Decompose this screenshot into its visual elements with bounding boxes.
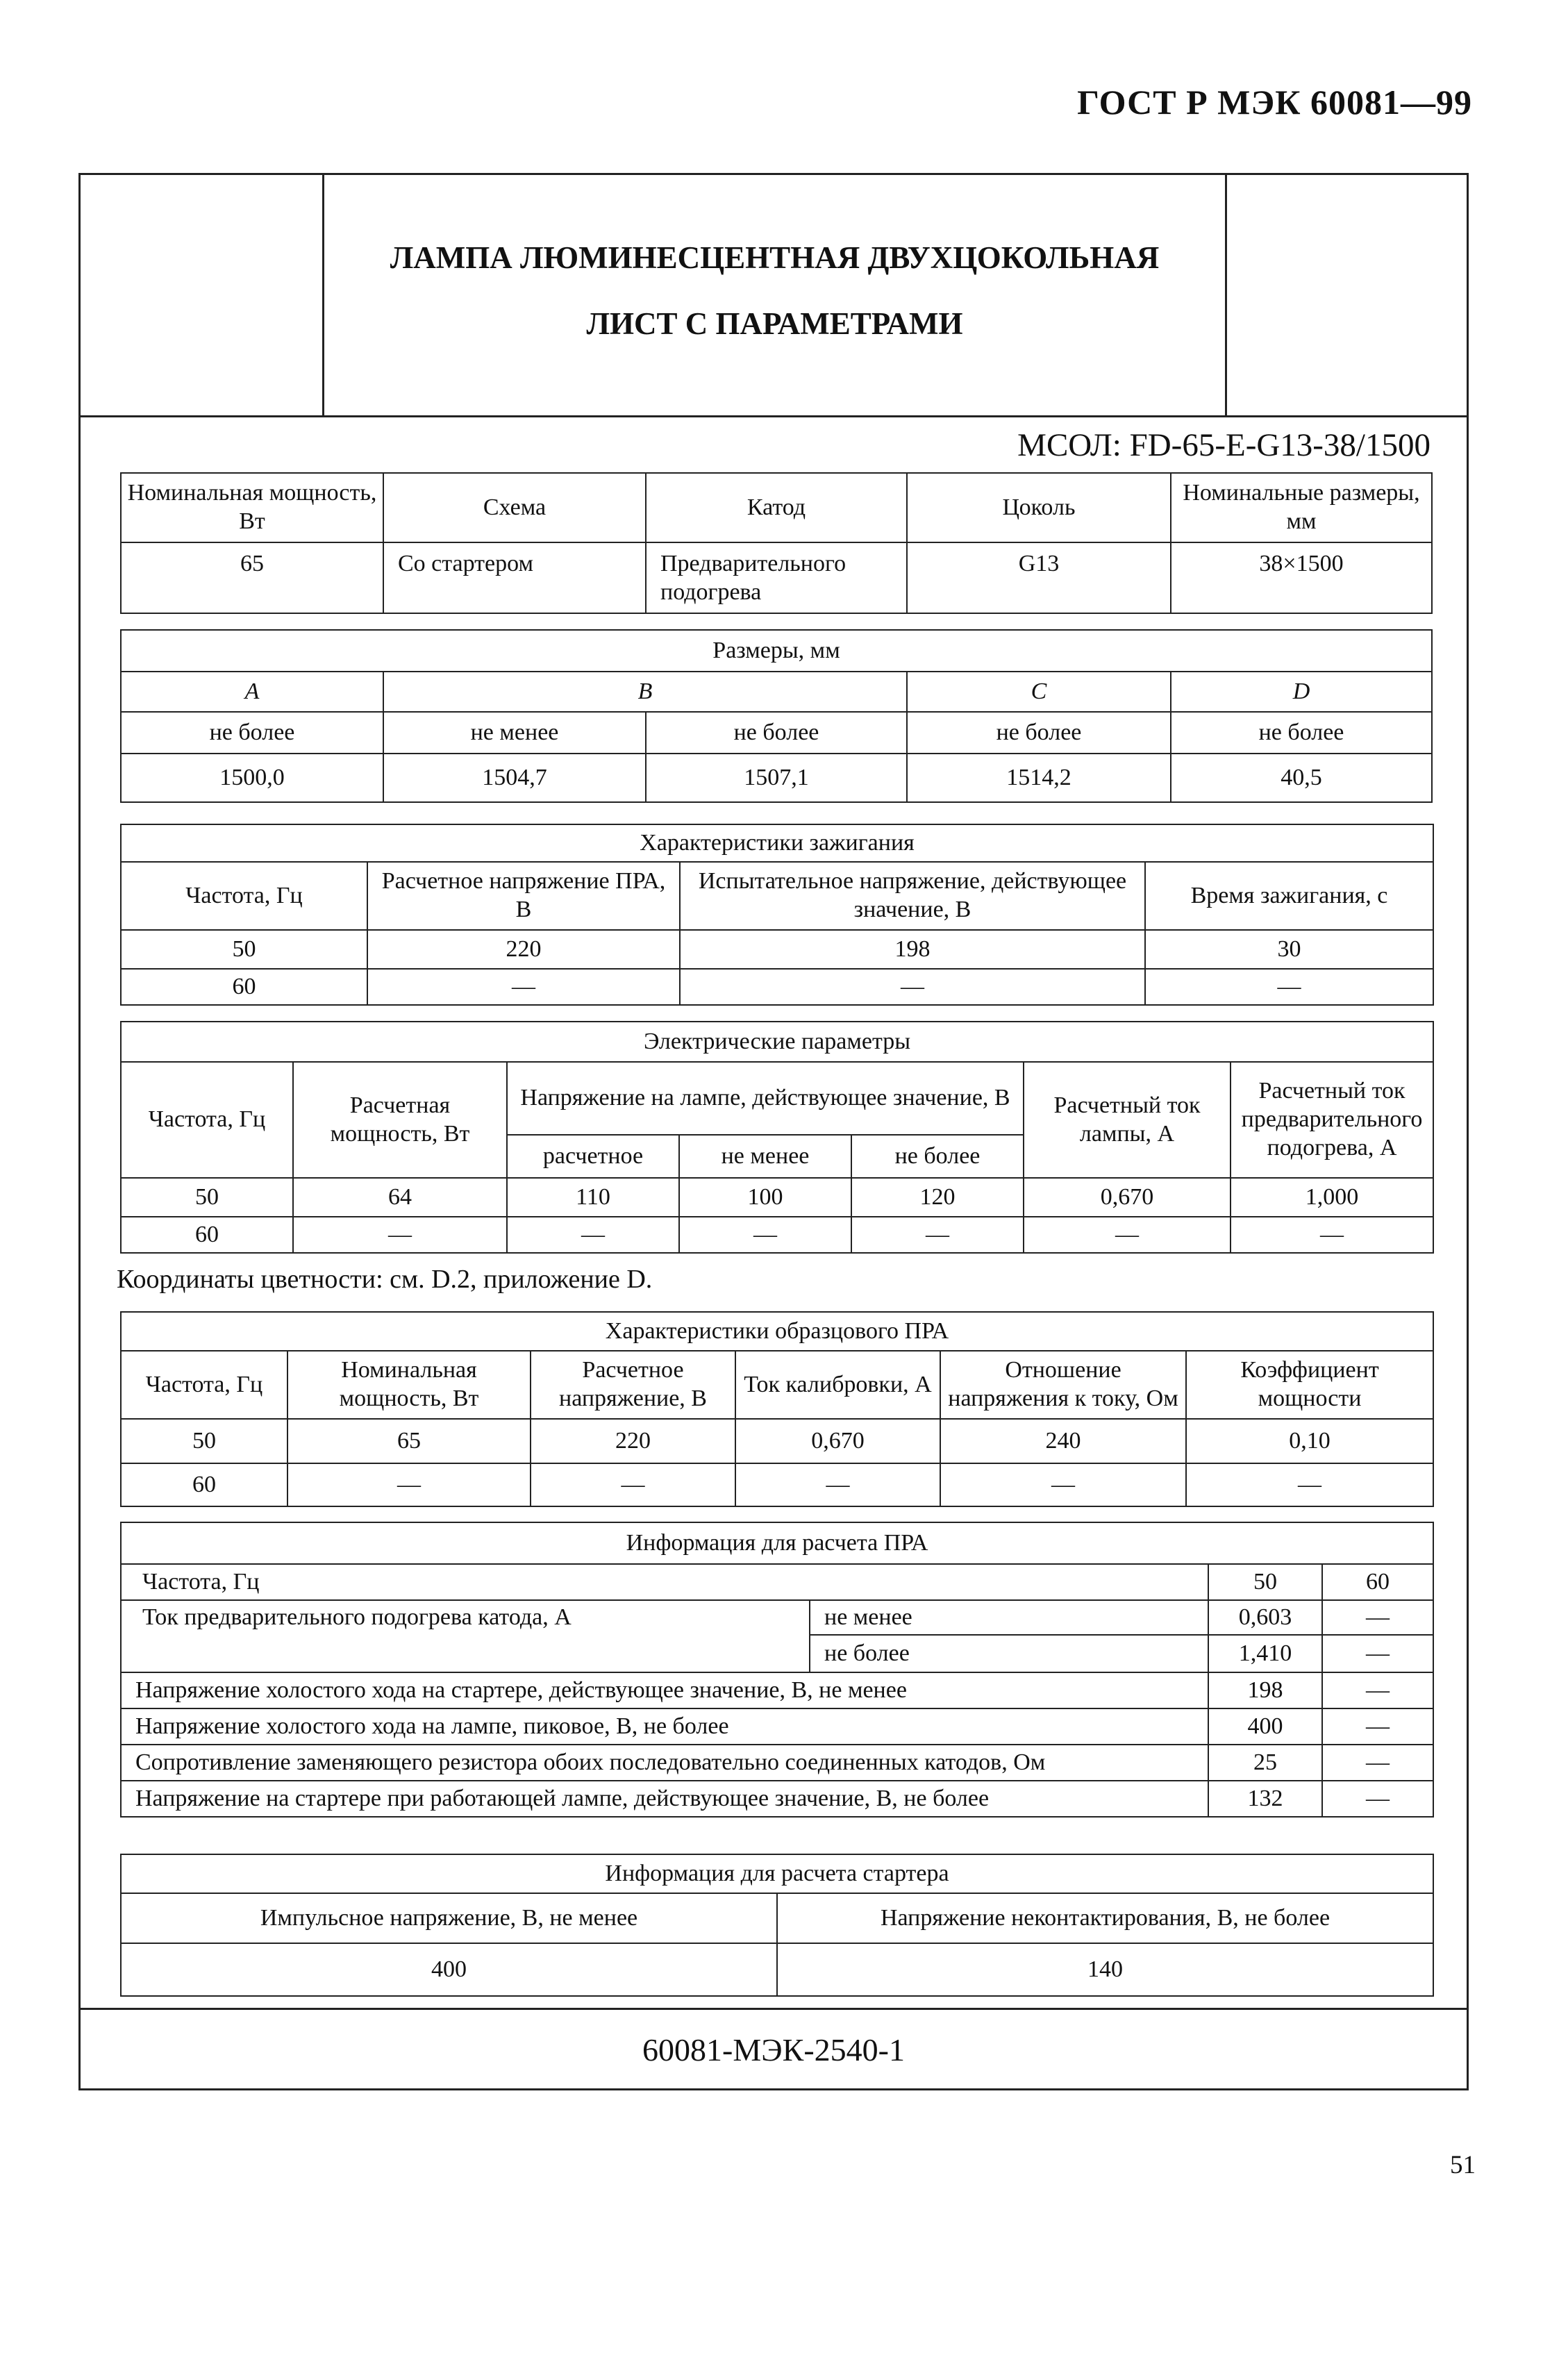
ballast-info-freq: 50	[1208, 1564, 1322, 1600]
general-header-power: Номинальная мощность, Вт	[121, 473, 383, 542]
ballast-info-preheat-max-label: не более	[810, 1635, 1208, 1672]
electrical-header-current: Расчетный ток лампы, А	[1024, 1062, 1231, 1178]
ballast-info-freq-label: Частота, Гц	[121, 1564, 1208, 1600]
ref-ballast-cell: 240	[940, 1419, 1186, 1463]
electrical-cell: 64	[293, 1178, 507, 1217]
general-cathode-value: Предварительного подогрева	[646, 542, 907, 613]
ignition-cell: —	[1145, 969, 1433, 1005]
ignition-table	[120, 824, 1434, 1006]
electrical-cell: —	[1024, 1217, 1231, 1253]
ref-ballast-cell: 60	[121, 1463, 287, 1506]
general-scheme-value: Со стартером	[383, 542, 646, 613]
ballast-info-preheat-label: Ток предварительного подогрева катода, А	[121, 1600, 810, 1672]
dimension-limit: не более	[121, 712, 383, 754]
general-header-cathode: Катод	[646, 473, 907, 542]
sheet-code: 60081-МЭК-2540-1	[642, 2032, 905, 2068]
ballast-info-row-label: Сопротивление заменяющего резистора обоих последовательно соединенных катодов, Ом	[121, 1745, 1208, 1781]
ignition-cell: 30	[1145, 930, 1433, 969]
ballast-info-table	[120, 1522, 1434, 1818]
ref-ballast-cell: 0,10	[1186, 1419, 1433, 1463]
ref-ballast-cell: —	[287, 1463, 531, 1506]
starter-info-header: Импульсное напряжение, В, не менее	[121, 1893, 777, 1943]
ref-ballast-cell: —	[531, 1463, 735, 1506]
dimension-limit: не более	[1171, 712, 1432, 754]
ignition-cell: 198	[680, 930, 1145, 969]
chromaticity-note: Координаты цветности: см. D.2, приложение D.	[117, 1265, 653, 1294]
starter-info-table	[120, 1854, 1434, 1997]
dimension-limit: не менее	[383, 712, 646, 754]
page-number: 51	[1450, 2151, 1476, 2179]
electrical-header-preheat: Расчетный ток предварительного подогрева, А	[1231, 1062, 1433, 1178]
dimension-letter-b: B	[383, 672, 907, 712]
electrical-header-freq: Частота, Гц	[121, 1062, 293, 1178]
ignition-cell: 60	[121, 969, 367, 1005]
ballast-info-preheat-min-label: не менее	[810, 1600, 1208, 1635]
general-header-scheme: Схема	[383, 473, 646, 542]
ignition-cell: 50	[121, 930, 367, 969]
electrical-header-voltage: Напряжение на лампе, действующее значение, В	[507, 1062, 1024, 1135]
ballast-info-freq: 60	[1322, 1564, 1433, 1600]
ignition-cell: —	[680, 969, 1145, 1005]
dimension-limit: не более	[646, 712, 907, 754]
dimension-value: 1500,0	[121, 754, 383, 802]
ref-ballast-header: Частота, Гц	[121, 1351, 287, 1419]
ref-ballast-header: Номинальная мощность, Вт	[287, 1351, 531, 1419]
ref-ballast-cell: 50	[121, 1419, 287, 1463]
ballast-info-row-label: Напряжение холостого хода на стартере, действующее значение, В, не менее	[121, 1672, 1208, 1708]
ref-ballast-table	[120, 1311, 1434, 1507]
dimension-value: 1514,2	[907, 754, 1171, 802]
ignition-cell: —	[367, 969, 680, 1005]
electrical-title: Электрические параметры	[121, 1022, 1433, 1062]
ignition-header-ballast-voltage: Расчетное напряжение ПРА, В	[367, 862, 680, 930]
ignition-header-freq: Частота, Гц	[121, 862, 367, 930]
electrical-cell: 50	[121, 1178, 293, 1217]
footer-divider	[78, 2008, 1469, 2010]
general-header-base: Цоколь	[907, 473, 1171, 542]
electrical-cell: —	[293, 1217, 507, 1253]
dimensions-title: Размеры, мм	[121, 630, 1432, 672]
electrical-cell: —	[679, 1217, 851, 1253]
dimensions-table	[120, 629, 1433, 803]
electrical-subheader: расчетное	[507, 1135, 679, 1178]
dimension-letter-d: D	[1171, 672, 1432, 712]
general-power-value: 65	[121, 542, 383, 613]
starter-info-value: 140	[777, 1943, 1433, 1996]
electrical-table	[120, 1021, 1434, 1254]
ballast-info-cell: 0,603	[1208, 1600, 1322, 1635]
starter-info-header: Напряжение неконтактирования, В, не более	[777, 1893, 1433, 1943]
general-header-size: Номинальные размеры, мм	[1171, 473, 1432, 542]
ballast-info-cell: —	[1322, 1635, 1433, 1672]
ballast-info-cell: 198	[1208, 1672, 1322, 1708]
sheet-subtitle: ЛИСТ С ПАРАМЕТРАМИ	[586, 306, 963, 341]
title-block-left-cell	[78, 173, 324, 417]
electrical-subheader: не менее	[679, 1135, 851, 1178]
dimension-letter-c: C	[907, 672, 1171, 712]
starter-info-value: 400	[121, 1943, 777, 1996]
ref-ballast-cell: 65	[287, 1419, 531, 1463]
dimension-value: 1504,7	[383, 754, 646, 802]
title-block-divider	[1225, 173, 1227, 417]
dimension-letter-a: A	[121, 672, 383, 712]
lamp-designation: МСОЛ: FD-65-E-G13-38/1500	[1017, 427, 1431, 463]
ballast-info-row-label: Напряжение на стартере при работающей лампе, действующее значение, В, не более	[121, 1781, 1208, 1817]
electrical-cell: —	[507, 1217, 679, 1253]
ballast-info-cell: —	[1322, 1708, 1433, 1745]
electrical-cell: 120	[851, 1178, 1024, 1217]
electrical-cell: 1,000	[1231, 1178, 1433, 1217]
ref-ballast-cell: —	[735, 1463, 940, 1506]
dimension-value: 1507,1	[646, 754, 907, 802]
ballast-info-cell: 25	[1208, 1745, 1322, 1781]
general-base-value: G13	[907, 542, 1171, 613]
electrical-cell: 100	[679, 1178, 851, 1217]
ref-ballast-cell: —	[940, 1463, 1186, 1506]
ballast-info-cell: —	[1322, 1781, 1433, 1817]
ballast-info-cell: —	[1322, 1600, 1433, 1635]
ref-ballast-header: Коэффициент мощности	[1186, 1351, 1433, 1419]
electrical-subheader: не более	[851, 1135, 1024, 1178]
ref-ballast-header: Ток калибровки, А	[735, 1351, 940, 1419]
ref-ballast-header: Отношение напряжения к току, Ом	[940, 1351, 1186, 1419]
ignition-cell: 220	[367, 930, 680, 969]
electrical-cell: —	[1231, 1217, 1433, 1253]
electrical-cell: —	[851, 1217, 1024, 1253]
ref-ballast-cell: 0,670	[735, 1419, 940, 1463]
ballast-info-row-label: Напряжение холостого хода на лампе, пиковое, В, не более	[121, 1708, 1208, 1745]
starter-info-title: Информация для расчета стартера	[121, 1854, 1433, 1893]
electrical-cell: 0,670	[1024, 1178, 1231, 1217]
sheet-title: ЛАМПА ЛЮМИНЕСЦЕНТНАЯ ДВУХЦОКОЛЬНАЯ	[390, 240, 1160, 275]
ref-ballast-header: Расчетное напряжение, В	[531, 1351, 735, 1419]
ref-ballast-cell: 220	[531, 1419, 735, 1463]
ballast-info-cell: —	[1322, 1745, 1433, 1781]
dimension-value: 40,5	[1171, 754, 1432, 802]
electrical-header-power: Расчетная мощность, Вт	[293, 1062, 507, 1178]
ballast-info-cell: 132	[1208, 1781, 1322, 1817]
dimension-limit: не более	[907, 712, 1171, 754]
ignition-title: Характеристики зажигания	[121, 824, 1433, 862]
ballast-info-cell: 1,410	[1208, 1635, 1322, 1672]
ballast-info-cell: —	[1322, 1672, 1433, 1708]
ballast-info-cell: 400	[1208, 1708, 1322, 1745]
electrical-cell: 110	[507, 1178, 679, 1217]
ref-ballast-cell: —	[1186, 1463, 1433, 1506]
ignition-header-time: Время зажигания, с	[1145, 862, 1433, 930]
ballast-info-title: Информация для расчета ПРА	[121, 1522, 1433, 1564]
general-table	[120, 472, 1433, 614]
ref-ballast-title: Характеристики образцового ПРА	[121, 1312, 1433, 1351]
electrical-cell: 60	[121, 1217, 293, 1253]
general-size-value: 38×1500	[1171, 542, 1432, 613]
standard-code: ГОСТ Р МЭК 60081—99	[1077, 83, 1472, 122]
ignition-header-test-voltage: Испытательное напряжение, действующее значение, В	[680, 862, 1145, 930]
